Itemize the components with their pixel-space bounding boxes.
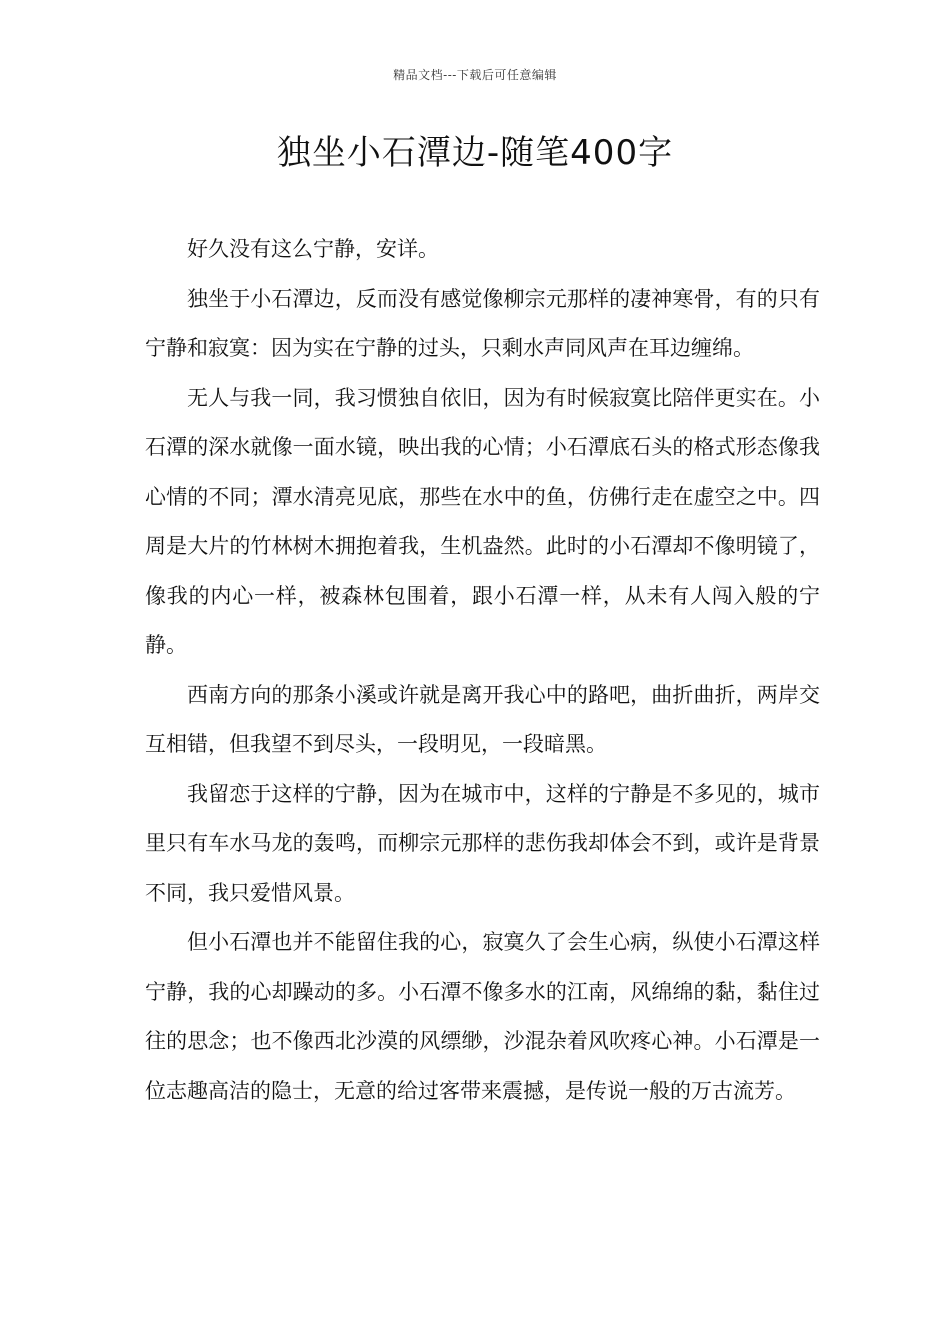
paragraph-1: 好久没有这么宁静，安详。 <box>187 237 439 261</box>
header-note: 精品文档---下载后可任意编辑 <box>393 68 557 82</box>
document-body <box>145 225 820 1116</box>
paragraph-6: 但小石潭也并不能留住我的心，寂寞久了会生心病，纵使小石潭这样宁静，我的心却躁动的多。小石潭不像多水的江南，风绵绵的黏，黏住过往的思念；也不像西北沙漠的风缥缈，沙混杂着风吹疼心神。小石潭是一位志趣高洁的隐士，无意的给过客带来震撼，是传说一般的万古流芳。 <box>145 930 820 1103</box>
paragraph-2: 独坐于小石潭边，反而没有感觉像柳宗元那样的凄神寒骨，有的只有宁静和寂寞：因为实在宁静的过头，只剩水声同风声在耳边缠绵。 <box>145 286 820 360</box>
paragraph-4: 西南方向的那条小溪或许就是离开我心中的路吧，曲折曲折，两岸交互相错，但我望不到尽头，一段明见，一段暗黑。 <box>145 682 820 756</box>
paragraph-3: 无人与我一同，我习惯独自依旧，因为有时候寂寞比陪伴更实在。小石潭的深水就像一面水镜，映出我的心情；小石潭底石头的格式形态像我心情的不同；潭水清亮见底，那些在水中的鱼，仿佛行走在虚空之中。四周是大片的竹林树木拥抱着我，生机盎然。此时的小石潭却不像明镜了，像我的内心一样，被森林包围着，跟小石潭一样，从未有人闯入般的宁静。 <box>145 385 820 657</box>
document-title: 独坐小石潭边-随笔400字 <box>276 133 674 173</box>
paragraph-5: 我留恋于这样的宁静，因为在城市中，这样的宁静是不多见的，城市里只有车水马龙的轰鸣，而柳宗元那样的悲伤我却体会不到，或许是背景不同，我只爱惜风景。 <box>145 781 820 905</box>
